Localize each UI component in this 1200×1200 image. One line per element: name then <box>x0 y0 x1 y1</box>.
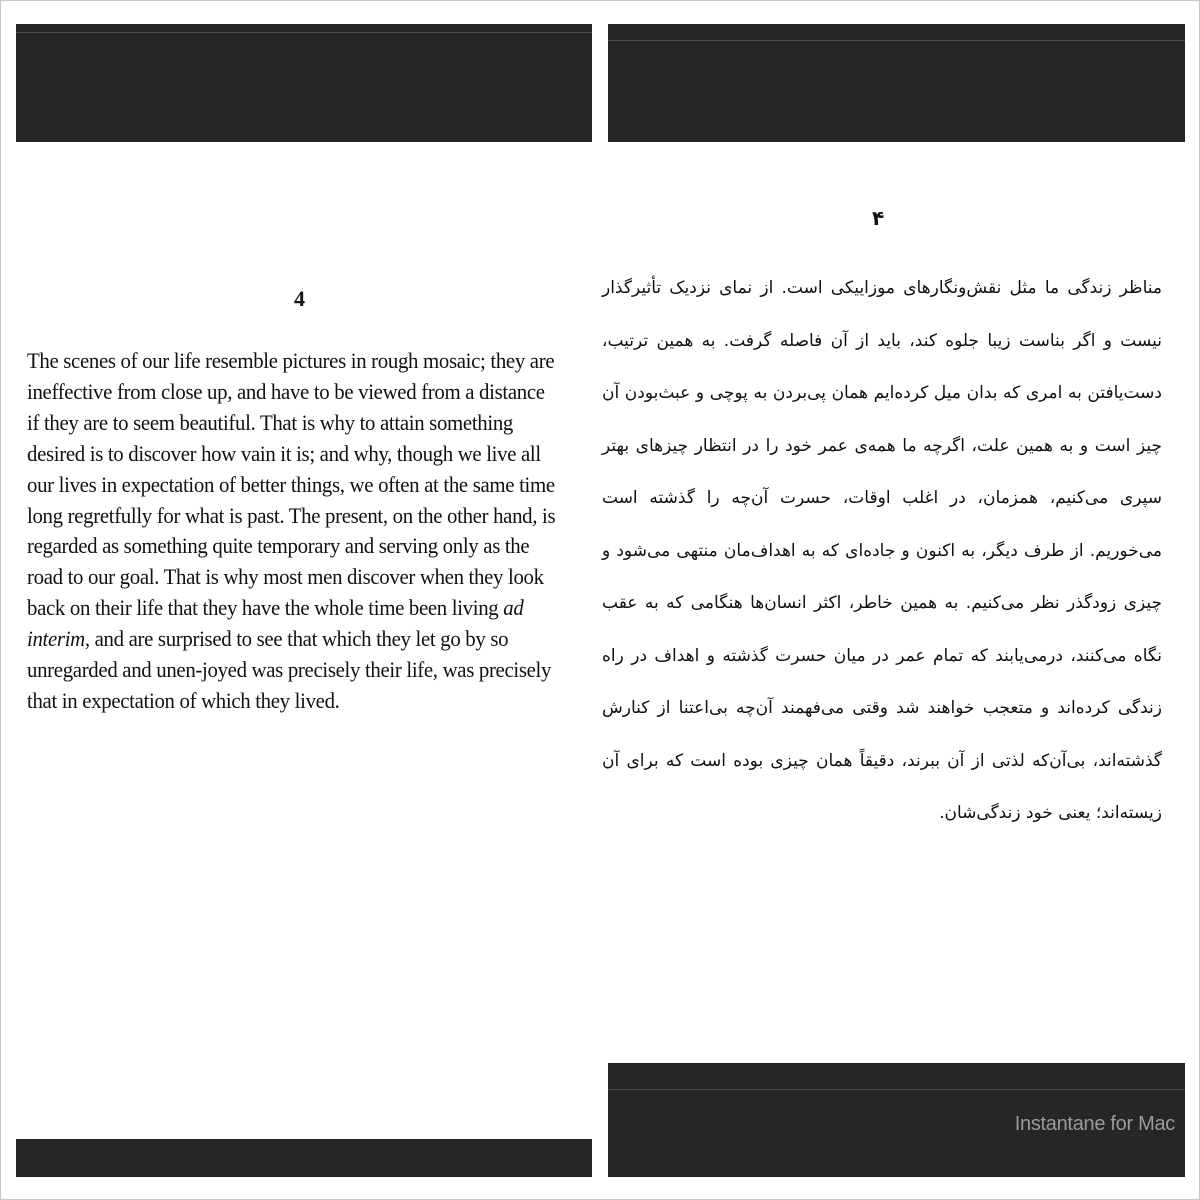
app-watermark: Instantane for Mac <box>1014 1113 1175 1135</box>
english-italic-phrase: ad interim <box>27 595 524 652</box>
english-paragraph <box>27 346 557 717</box>
english-text-part-2: , and are surprised to see that which they let go by so unregarded and unen-joyed was precisely their life, was precisely that in expectation of which they lived. <box>27 626 552 713</box>
toolbar-divider <box>608 40 1185 41</box>
left-bottom-toolbar <box>16 1139 592 1177</box>
left-top-toolbar <box>16 24 592 142</box>
english-page-number: 4 <box>294 286 305 311</box>
toolbar-divider <box>16 32 592 33</box>
persian-page-number: ۴ <box>872 206 885 230</box>
toolbar-divider <box>608 1089 1185 1090</box>
right-bottom-toolbar <box>608 1063 1185 1177</box>
right-top-toolbar <box>608 24 1185 142</box>
english-text-part-1: The scenes of our life resemble pictures in rough mosaic; they are ineffective from close up, and have to be viewed from a distance if they are to seem beautiful. That is why to attain something desired is to discover how vain it is; and why, though we live all our lives in expectation of better things, we often at the same time long regretfully for what is past. The present, on the other hand, is regarded as something quite temporary and serving only as the road to our goal. That is why most men discover when they look back on their life that they have the whole time been living <box>27 348 556 621</box>
persian-paragraph: مناظر زندگی ما مثل نقش‌ونگارهای موزاییکی است. از نمای نزدیک تأثیرگذار نیست و اگر بناست زیبا جلوه کند، باید از آن فاصله گرفت. به همین ترتیب، دست‌یافتن به امری که بدان میل کرده‌ایم همان پی‌بردن به پوچی و عبث‌بودن آن چیز است و به همین علت، اگرچه ما همه‌ی عمر خود را در انتظار چیزهای بهتر سپری می‌کنیم، همزمان، در اغلب اوقات، حسرت آن‌چه را گذشته است می‌خوریم. از طرف دیگر، به اکنون و جاده‌ای که به اهداف‌مان منتهی می‌شود و چیزی زودگذر نظر می‌کنیم. به همین خاطر، اکثر انسان‌ها هنگامی که به عقب نگاه می‌کنند، درمی‌یابند که تمام عمر در میان حسرت گذشته و اهداف در راه زندگی کرده‌اند و متعجب خواهند شد وقتی می‌فهمند آن‌چه بی‌اعتنا از کنارش گذشته‌اند، بی‌آن‌که لذتی از آن ببرند، دقیقاً همان چیزی بوده است که برای آن زیسته‌اند؛ یعنی خود زندگی‌شان. <box>602 278 1162 823</box>
